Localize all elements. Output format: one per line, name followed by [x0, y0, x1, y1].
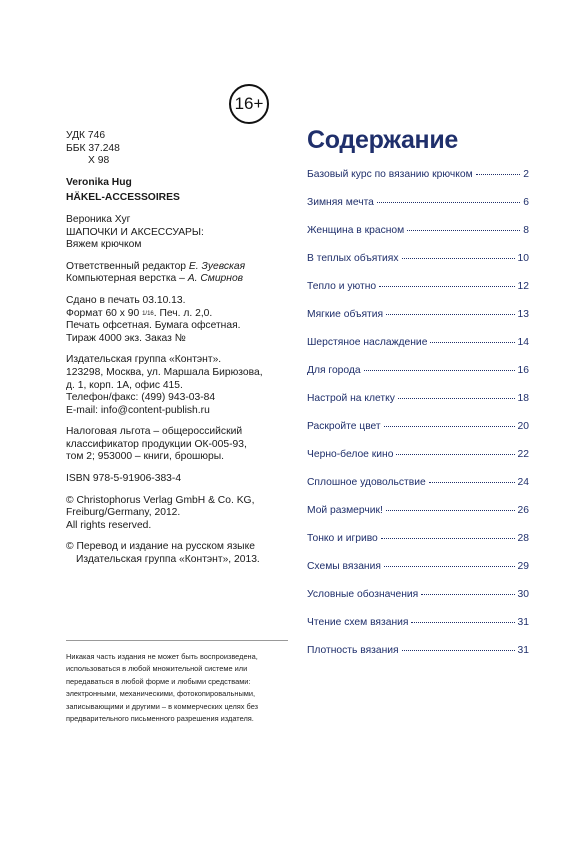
russian-edition	[66, 214, 288, 252]
toc-item[interactable]	[307, 505, 529, 533]
legal-line: передаваться в любой форме и любыми средствами:	[66, 676, 251, 686]
toc-item[interactable]	[307, 393, 529, 421]
russian-author: Вероника Хуг	[66, 213, 131, 225]
toc-item-title: Раскройте цвет	[307, 421, 381, 432]
translation-line: © Перевод и издание на русском языке	[66, 541, 255, 553]
toc-item[interactable]	[307, 225, 529, 253]
legal-line: записывающими и другими – в коммерческих целях без	[66, 701, 259, 711]
legal-notice	[66, 651, 288, 725]
toc-leader	[396, 454, 514, 455]
toc-item-title: Настрой на клетку	[307, 393, 395, 404]
legal-line: Никакая часть издания не может быть воспроизведена,	[66, 652, 258, 661]
toc-leader	[430, 342, 514, 343]
toc-item-page: 31	[517, 645, 529, 656]
toc-item-page: 29	[517, 561, 529, 572]
toc-leader	[386, 314, 514, 315]
toc-item-page: 30	[517, 589, 529, 600]
translation-copyright	[66, 541, 288, 566]
toc-item-title: Мой размерчик!	[307, 505, 383, 516]
toc-leader	[386, 510, 515, 511]
toc-item-page: 18	[517, 393, 529, 404]
toc-item-page: 6	[523, 197, 529, 208]
original-author: Veronika Hug	[66, 176, 132, 188]
toc-leader	[402, 650, 515, 651]
toc-item-title: Зимняя мечта	[307, 197, 374, 208]
toc-item-title: Сплошное удовольствие	[307, 477, 426, 488]
copyright-line: All rights reserved.	[66, 519, 152, 531]
toc-item-page: 12	[517, 281, 529, 292]
credit-editor	[66, 261, 288, 274]
russian-subtitle: Вяжем крючком	[66, 239, 142, 251]
toc-item-page: 28	[517, 533, 529, 544]
credit-name: Е. Зуевская	[188, 260, 246, 272]
udk-code: УДК 746	[66, 130, 106, 141]
toc-leader	[364, 370, 515, 371]
credit-name: А. Смирнов	[187, 273, 244, 285]
toc-item-page: 2	[523, 169, 529, 180]
publisher-address-2: д. 1, корп. 1А, офис 415.	[66, 379, 183, 391]
credits	[66, 261, 288, 286]
original-edition	[66, 177, 288, 205]
original-title: HÄKEL-ACCESSOIRES	[66, 192, 180, 204]
format-fraction: 1/16	[142, 310, 154, 317]
toc-item-title: Шерстяное наслаждение	[307, 337, 428, 348]
toc-item[interactable]	[307, 169, 529, 197]
toc-list	[307, 169, 529, 673]
toc-item[interactable]	[307, 253, 529, 281]
toc-leader	[421, 594, 514, 595]
toc-leader	[384, 426, 515, 427]
print-paper: Печать офсетная. Бумага офсетная.	[66, 320, 241, 332]
toc-item[interactable]	[307, 421, 529, 449]
publisher-name: Издательская группа «Контэнт».	[66, 354, 222, 366]
toc-item-page: 16	[517, 365, 529, 376]
legal-line: использоваться в любой множительной системе или	[66, 664, 248, 674]
toc-leader	[377, 202, 520, 203]
toc-leader	[429, 482, 515, 483]
tax-line: классификатор продукции ОК-005-93,	[66, 438, 247, 450]
toc-item[interactable]	[307, 589, 529, 617]
toc-item[interactable]	[307, 617, 529, 645]
toc-item-page: 31	[517, 617, 529, 628]
format-text: Формат 60 х 90	[66, 307, 143, 319]
toc-item-title: Схемы вязания	[307, 561, 381, 572]
toc-item-title: Чтение схем вязания	[307, 617, 409, 628]
toc-item[interactable]	[307, 365, 529, 393]
toc-item-title: Тонко и игриво	[307, 533, 378, 544]
toc-item[interactable]	[307, 309, 529, 337]
toc-item-title: Тепло и уютно	[307, 281, 377, 292]
bbk-code: ББК 37.248	[66, 142, 120, 154]
toc-item-page: 22	[517, 449, 529, 460]
toc-item-page: 13	[517, 309, 529, 320]
copyright-line: Freiburg/Germany, 2012.	[66, 507, 181, 519]
toc-item-title: Мягкие объятия	[307, 309, 384, 320]
toc-item[interactable]	[307, 533, 529, 561]
toc-item[interactable]	[307, 197, 529, 225]
toc-item[interactable]	[307, 561, 529, 589]
credit-role: Ответственный редактор	[66, 260, 189, 272]
print-date: Сдано в печать 03.10.13.	[66, 294, 186, 306]
toc-item-title: Базовый курс по вязанию крючком	[307, 169, 473, 180]
toc-leader	[476, 174, 521, 175]
toc-item-page: 26	[517, 505, 529, 516]
classification-codes	[66, 130, 288, 168]
imprint-column	[66, 130, 288, 576]
toc-leader	[384, 566, 515, 567]
format-sheets: . Печ. л. 2,0.	[153, 307, 213, 319]
legal-divider	[66, 640, 288, 641]
toc-leader	[398, 398, 515, 399]
toc-title: Содержание	[307, 126, 459, 154]
toc-item[interactable]	[307, 449, 529, 477]
print-run: Тираж 4000 экз. Заказ №	[66, 332, 186, 344]
copyright-line: © Christophorus Verlag GmbH & Co. KG,	[66, 494, 255, 506]
tax-line: том 2; 953000 – книги, брошюры.	[66, 451, 225, 463]
toc-item-page: 24	[517, 477, 529, 488]
legal-line: электронными, механическими, фотокопировальными,	[66, 689, 256, 699]
author-mark: Х 98	[88, 155, 110, 167]
toc-item[interactable]	[307, 337, 529, 365]
toc-item-page: 10	[517, 253, 529, 264]
toc-leader	[381, 538, 515, 539]
toc-item-page: 8	[523, 225, 529, 236]
toc-leader	[379, 286, 514, 287]
print-format	[66, 308, 288, 321]
credit-layout	[66, 273, 288, 286]
toc-item-title: Женщина в красном	[307, 225, 405, 236]
age-rating-badge: 16+	[229, 84, 269, 124]
toc-leader	[411, 622, 514, 623]
russian-title: ШАПОЧКИ И АКСЕССУАРЫ:	[66, 226, 204, 238]
toc-item-title: Условные обозначения	[307, 589, 419, 600]
toc-item-title: Для города	[307, 365, 361, 376]
toc-leader	[402, 258, 515, 259]
isbn-number: ISBN 978-5-91906-383-4	[66, 473, 182, 485]
toc-item-page: 20	[517, 421, 529, 432]
tax-line: Налоговая льгота – общероссийский	[66, 426, 243, 438]
tax-info	[66, 426, 288, 464]
translation-line: Издательская группа «Контэнт», 2013.	[76, 554, 260, 566]
legal-line: предварительного письменного разрешения издателя.	[66, 714, 254, 724]
publisher-phone: Телефон/факс: (499) 943-03-84	[66, 392, 216, 404]
toc-item[interactable]	[307, 645, 529, 673]
table-of-contents	[307, 124, 529, 673]
publisher-info	[66, 354, 288, 417]
toc-item[interactable]	[307, 281, 529, 309]
copyright	[66, 495, 288, 533]
toc-item-title: Плотность вязания	[307, 645, 399, 656]
toc-item-title: В теплых объятиях	[307, 253, 399, 264]
toc-leader	[407, 230, 520, 231]
publisher-address: 123298, Москва, ул. Маршала Бирюзова,	[66, 366, 263, 378]
publisher-email: E-mail: info@content-publish.ru	[66, 404, 210, 416]
credit-role: Компьютерная верстка –	[66, 273, 188, 285]
toc-item-title: Черно-белое кино	[307, 449, 394, 460]
isbn	[66, 473, 288, 486]
toc-item-page: 14	[517, 337, 529, 348]
print-details	[66, 295, 288, 345]
toc-item[interactable]	[307, 477, 529, 505]
